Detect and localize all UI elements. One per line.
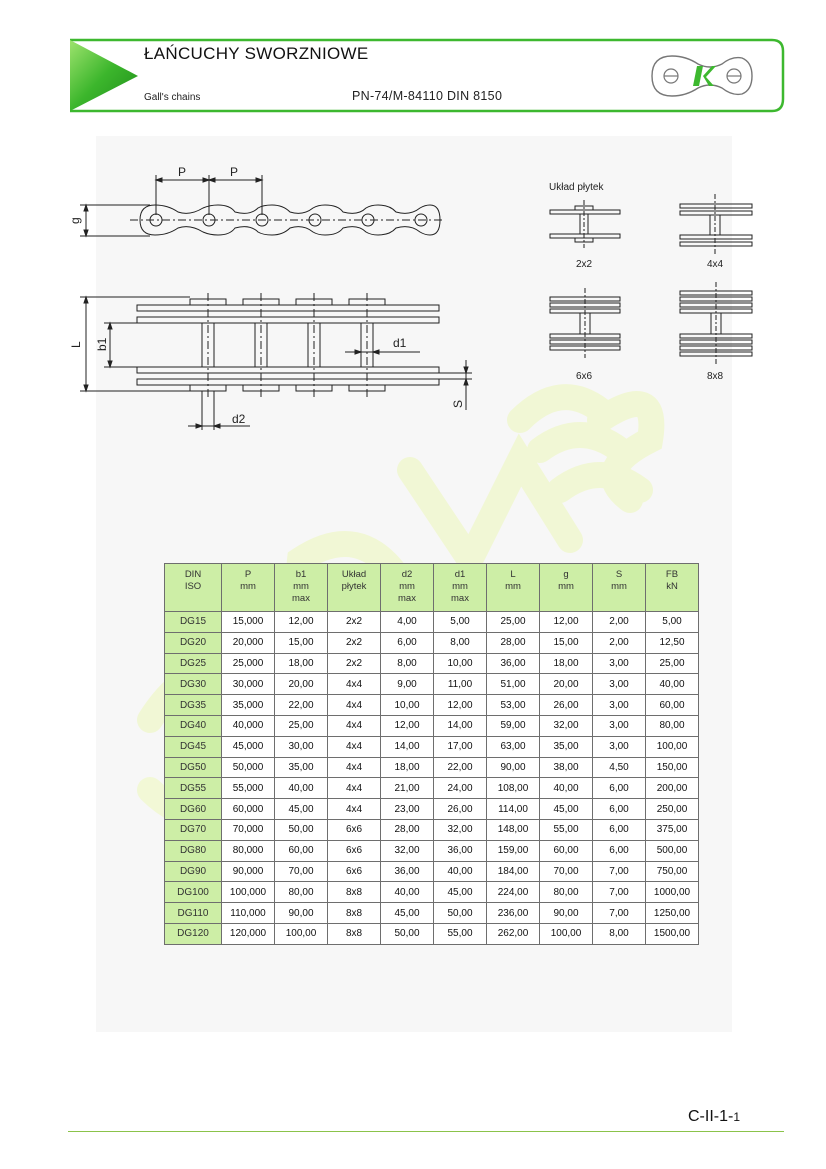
dim-label-d2: d2 — [232, 412, 246, 426]
arrangement-label-2x2: 2x2 — [576, 259, 593, 270]
table-cell: 236,00 — [487, 903, 540, 924]
table-cell-designation: DG35 — [165, 695, 222, 716]
col-header-uklad: Układ płytek — [328, 564, 381, 612]
table-cell: 40,00 — [275, 778, 328, 799]
table-cell: 8x8 — [328, 903, 381, 924]
dim-label-d1: d1 — [393, 336, 407, 350]
table-cell: 60,00 — [540, 840, 593, 861]
table-cell: 18,00 — [540, 653, 593, 674]
table-cell: 1250,00 — [646, 903, 699, 924]
col-header-d1: d1 mm max — [434, 564, 487, 612]
table-cell: 50,00 — [275, 819, 328, 840]
arrangement-8x8 — [680, 282, 752, 364]
table-body — [165, 612, 699, 945]
table-cell: 8x8 — [328, 923, 381, 944]
table-cell: 60,000 — [222, 799, 275, 820]
table-cell: 35,000 — [222, 695, 275, 716]
table-row — [165, 819, 699, 840]
table-cell-designation: DG25 — [165, 653, 222, 674]
table-cell: 6,00 — [593, 819, 646, 840]
table-cell: 40,00 — [434, 861, 487, 882]
table-cell: 38,00 — [540, 757, 593, 778]
table-cell: 30,00 — [275, 736, 328, 757]
table-cell: 40,00 — [540, 778, 593, 799]
table-row — [165, 840, 699, 861]
header-triangle — [70, 40, 138, 111]
table-cell-designation: DG120 — [165, 923, 222, 944]
table-cell: 3,00 — [593, 674, 646, 695]
table-cell: 60,00 — [646, 695, 699, 716]
table-cell: 3,00 — [593, 736, 646, 757]
table-cell: 4x4 — [328, 715, 381, 736]
table-cell: 45,00 — [434, 882, 487, 903]
table-cell: 70,00 — [275, 861, 328, 882]
table-row — [165, 757, 699, 778]
table-cell: 100,00 — [540, 923, 593, 944]
table-cell-designation: DG45 — [165, 736, 222, 757]
table-cell: 15,000 — [222, 612, 275, 633]
table-cell: 2x2 — [328, 632, 381, 653]
table-cell: 4,50 — [593, 757, 646, 778]
table-cell: 10,00 — [381, 695, 434, 716]
table-cell: 80,00 — [646, 715, 699, 736]
table-cell: 148,00 — [487, 819, 540, 840]
table-cell: 100,00 — [275, 923, 328, 944]
table-cell: 18,00 — [381, 757, 434, 778]
table-row — [165, 612, 699, 633]
table-cell: 11,00 — [434, 674, 487, 695]
table-cell: 3,00 — [593, 695, 646, 716]
table-cell: 28,00 — [381, 819, 434, 840]
table-cell: 9,00 — [381, 674, 434, 695]
table-cell: 90,00 — [540, 903, 593, 924]
table-cell: 114,00 — [487, 799, 540, 820]
table-cell: 55,000 — [222, 778, 275, 799]
table-cell: 750,00 — [646, 861, 699, 882]
table-cell: 7,00 — [593, 903, 646, 924]
table-cell: 1000,00 — [646, 882, 699, 903]
table-cell: 23,00 — [381, 799, 434, 820]
table-cell: 20,00 — [540, 674, 593, 695]
chain-top-view — [80, 293, 472, 430]
table-cell: 2,00 — [593, 612, 646, 633]
table-cell: 80,00 — [540, 882, 593, 903]
table-cell: 63,00 — [487, 736, 540, 757]
table-cell: 12,00 — [275, 612, 328, 633]
table-cell: 100,00 — [646, 736, 699, 757]
dim-label-l: L — [69, 341, 83, 348]
table-cell: 36,00 — [487, 653, 540, 674]
table-cell: 8,00 — [434, 632, 487, 653]
col-header-g: g mm — [540, 564, 593, 612]
table-cell: 90,00 — [275, 903, 328, 924]
table-cell: 35,00 — [275, 757, 328, 778]
table-cell: 20,00 — [275, 674, 328, 695]
table-cell: 250,00 — [646, 799, 699, 820]
table-cell-designation: DG30 — [165, 674, 222, 695]
col-header-s: S mm — [593, 564, 646, 612]
table-cell: 17,00 — [434, 736, 487, 757]
table-cell: 12,00 — [540, 612, 593, 633]
table-cell-designation: DG15 — [165, 612, 222, 633]
table-cell: 20,000 — [222, 632, 275, 653]
table-cell: 32,00 — [434, 819, 487, 840]
table-row — [165, 861, 699, 882]
table-cell: 36,00 — [381, 861, 434, 882]
table-cell: 45,00 — [275, 799, 328, 820]
table-row — [165, 882, 699, 903]
table-cell-designation: DG50 — [165, 757, 222, 778]
table-cell: 32,00 — [381, 840, 434, 861]
table-row — [165, 799, 699, 820]
table-cell: 6,00 — [381, 632, 434, 653]
table-cell: 80,000 — [222, 840, 275, 861]
table-row — [165, 695, 699, 716]
arrangement-label-8x8: 8x8 — [707, 371, 724, 382]
table-cell: 50,000 — [222, 757, 275, 778]
table-cell: 4x4 — [328, 695, 381, 716]
col-header-l: L mm — [487, 564, 540, 612]
table-cell: 15,00 — [540, 632, 593, 653]
header-frame — [0, 0, 826, 130]
table-cell: 120,000 — [222, 923, 275, 944]
table-cell: 12,00 — [381, 715, 434, 736]
table-cell: 55,00 — [434, 923, 487, 944]
table-cell: 150,00 — [646, 757, 699, 778]
table-cell: 5,00 — [646, 612, 699, 633]
footer-divider — [68, 1131, 784, 1132]
arrangement-label-6x6: 6x6 — [576, 371, 593, 382]
table-cell: 22,00 — [434, 757, 487, 778]
col-header-p: P mm — [222, 564, 275, 612]
table-cell: 35,00 — [540, 736, 593, 757]
table-cell: 22,00 — [275, 695, 328, 716]
table-cell: 90,000 — [222, 861, 275, 882]
table-cell: 18,00 — [275, 653, 328, 674]
table-cell: 10,00 — [434, 653, 487, 674]
table-cell: 6,00 — [593, 840, 646, 861]
table-row — [165, 736, 699, 757]
table-cell: 4x4 — [328, 736, 381, 757]
table-cell: 6,00 — [593, 799, 646, 820]
table-cell: 26,00 — [434, 799, 487, 820]
page-number: C-II-1-1 — [688, 1108, 741, 1125]
table-cell: 6x6 — [328, 840, 381, 861]
table-cell: 21,00 — [381, 778, 434, 799]
chain-technical-drawing — [0, 136, 826, 436]
table-cell: 70,00 — [540, 861, 593, 882]
table-row — [165, 903, 699, 924]
table-cell: 24,00 — [434, 778, 487, 799]
table-cell: 108,00 — [487, 778, 540, 799]
table-cell: 36,00 — [434, 840, 487, 861]
table-cell: 25,00 — [487, 612, 540, 633]
table-row — [165, 632, 699, 653]
table-cell: 50,00 — [434, 903, 487, 924]
page-subtitle: Gall's chains — [144, 92, 201, 103]
table-cell: 80,00 — [275, 882, 328, 903]
table-cell: 159,00 — [487, 840, 540, 861]
dim-label-p1: P — [178, 165, 187, 179]
table-cell: 4x4 — [328, 799, 381, 820]
table-cell: 53,00 — [487, 695, 540, 716]
table-cell: 28,00 — [487, 632, 540, 653]
table-cell-designation: DG55 — [165, 778, 222, 799]
table-cell: 375,00 — [646, 819, 699, 840]
table-cell: 6x6 — [328, 819, 381, 840]
table-cell: 262,00 — [487, 923, 540, 944]
table-cell: 6x6 — [328, 861, 381, 882]
arrangement-2x2 — [550, 200, 620, 248]
table-cell: 51,00 — [487, 674, 540, 695]
table-cell: 40,00 — [381, 882, 434, 903]
table-cell: 2,00 — [593, 632, 646, 653]
table-row — [165, 715, 699, 736]
table-cell: 15,00 — [275, 632, 328, 653]
table-cell: 32,00 — [540, 715, 593, 736]
table-cell: 59,00 — [487, 715, 540, 736]
table-cell: 40,00 — [646, 674, 699, 695]
table-cell: 500,00 — [646, 840, 699, 861]
table-cell: 5,00 — [434, 612, 487, 633]
table-cell: 4x4 — [328, 778, 381, 799]
col-header-din: DIN ISO — [165, 564, 222, 612]
arrangement-6x6 — [550, 288, 620, 358]
table-cell: 12,50 — [646, 632, 699, 653]
table-cell: 25,00 — [275, 715, 328, 736]
table-cell: 4,00 — [381, 612, 434, 633]
table-cell: 100,000 — [222, 882, 275, 903]
dim-label-g: g — [68, 217, 82, 224]
table-cell: 3,00 — [593, 653, 646, 674]
table-cell: 60,00 — [275, 840, 328, 861]
table-cell: 2x2 — [328, 612, 381, 633]
table-cell: 40,000 — [222, 715, 275, 736]
table-cell-designation: DG100 — [165, 882, 222, 903]
table-cell: 45,00 — [381, 903, 434, 924]
arrangement-4x4 — [680, 194, 752, 254]
table-cell: 110,000 — [222, 903, 275, 924]
col-header-b1: b1 mm max — [275, 564, 328, 612]
table-row — [165, 674, 699, 695]
table-cell: 184,00 — [487, 861, 540, 882]
table-row — [165, 653, 699, 674]
arrangement-label-4x4: 4x4 — [707, 259, 724, 270]
table-cell: 3,00 — [593, 715, 646, 736]
table-cell: 200,00 — [646, 778, 699, 799]
standard-norm: PN-74/M-84110 DIN 8150 — [352, 89, 503, 103]
table-row — [165, 923, 699, 944]
table-cell-designation: DG80 — [165, 840, 222, 861]
table-cell: 1500,00 — [646, 923, 699, 944]
table-cell: 30,000 — [222, 674, 275, 695]
table-cell-designation: DG70 — [165, 819, 222, 840]
arrangement-title: Układ płytek — [549, 182, 604, 193]
col-header-d2: d2 mm max — [381, 564, 434, 612]
chain-side-view — [80, 175, 445, 236]
table-cell: 7,00 — [593, 861, 646, 882]
table-cell-designation: DG60 — [165, 799, 222, 820]
table-cell: 70,000 — [222, 819, 275, 840]
table-cell-designation: DG110 — [165, 903, 222, 924]
table-cell: 2x2 — [328, 653, 381, 674]
table-cell: 90,00 — [487, 757, 540, 778]
table-header-row — [165, 564, 699, 612]
table-cell: 45,000 — [222, 736, 275, 757]
table-cell: 224,00 — [487, 882, 540, 903]
chain-spec-table — [164, 563, 699, 945]
table-cell: 6,00 — [593, 778, 646, 799]
table-cell-designation: DG20 — [165, 632, 222, 653]
table-cell: 4x4 — [328, 674, 381, 695]
table-cell: 4x4 — [328, 757, 381, 778]
table-cell: 50,00 — [381, 923, 434, 944]
table-cell: 14,00 — [381, 736, 434, 757]
page-title: ŁAŃCUCHY SWORZNIOWE — [144, 44, 369, 63]
table-cell: 45,00 — [540, 799, 593, 820]
table-cell: 7,00 — [593, 882, 646, 903]
dim-label-p2: P — [230, 165, 239, 179]
table-cell: 8x8 — [328, 882, 381, 903]
company-logo — [652, 56, 752, 96]
table-row — [165, 778, 699, 799]
table-cell: 55,00 — [540, 819, 593, 840]
table-cell-designation: DG90 — [165, 861, 222, 882]
dim-label-b1: b1 — [95, 337, 109, 351]
dim-label-s: S — [451, 399, 465, 408]
table-cell: 25,00 — [646, 653, 699, 674]
table-cell: 26,00 — [540, 695, 593, 716]
table-cell: 8,00 — [381, 653, 434, 674]
table-cell: 14,00 — [434, 715, 487, 736]
table-cell: 25,000 — [222, 653, 275, 674]
table-cell: 12,00 — [434, 695, 487, 716]
col-header-fb: FB kN — [646, 564, 699, 612]
table-cell: 8,00 — [593, 923, 646, 944]
table-cell-designation: DG40 — [165, 715, 222, 736]
